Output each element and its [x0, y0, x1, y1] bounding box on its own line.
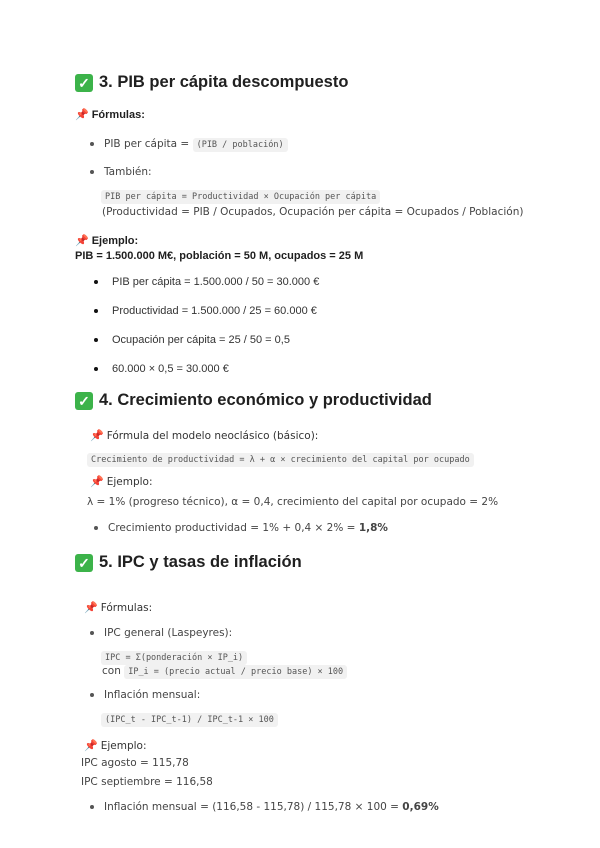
formula-code: (PIB / población): [193, 138, 288, 152]
bullet-icon: [94, 280, 98, 284]
section-4-heading: [75, 391, 432, 410]
formula-label-4: [90, 429, 318, 442]
ejemplo-text: λ = 1% (progreso técnico), α = 0,4, crecimiento del capital por ocupado = 2%: [87, 496, 499, 508]
check-mark-icon: ✓: [75, 554, 93, 572]
formula-item-inflacion: [90, 689, 200, 701]
example-item-text: PIB per cápita = 1.500.000 / 50 = 30.000 €: [112, 276, 320, 288]
formula-label: También:: [104, 166, 152, 178]
formula-code-line: [87, 449, 474, 467]
formulas-label-3: [75, 108, 145, 121]
example-item-text: Inflación mensual = (116,58 - 115,78) / 115,78 × 100 =: [104, 801, 403, 813]
ejemplo-line: IPC septiembre = 116,58: [81, 776, 213, 788]
bullet-icon: [90, 805, 94, 809]
ejemplo-label-text: Ejemplo:: [91, 235, 139, 247]
formula-item-tambien: [90, 166, 152, 178]
pushpin-icon: 📌: [90, 429, 104, 442]
example-item: [94, 276, 319, 288]
check-mark-icon: ✓: [75, 392, 93, 410]
check-mark-icon: ✓: [75, 74, 93, 92]
formula-code-line: [101, 709, 278, 727]
pushpin-icon: 📌: [75, 235, 89, 247]
ejemplo-label-text: Ejemplo:: [100, 740, 147, 752]
formula-code-line: [101, 647, 247, 665]
section-3-title: 3. PIB per cápita descompuesto: [99, 73, 349, 91]
formulas-label-text: Fórmulas:: [91, 109, 145, 121]
example-item-text: Productividad = 1.500.000 / 25 = 60.000 €: [112, 305, 317, 317]
bullet-icon: [94, 367, 98, 371]
bullet-icon: [90, 631, 94, 635]
formula-note: (Productividad = PIB / Ocupados, Ocupación per cápita = Ocupados / Población): [102, 206, 524, 218]
bullet-icon: [90, 142, 94, 146]
bullet-icon: [90, 693, 94, 697]
example-item-text: 60.000 × 0,5 = 30.000 €: [112, 363, 229, 375]
section-4-title: 4. Crecimiento económico y productividad: [99, 391, 432, 409]
pushpin-icon: 📌: [84, 601, 98, 614]
ejemplo-label-text: Ejemplo:: [106, 476, 153, 488]
formulas-label-text: Fórmulas:: [100, 602, 153, 614]
formula-text: con: [102, 665, 125, 677]
ejemplo-label-5: [84, 739, 147, 752]
example-item-result: 1,8%: [358, 522, 388, 534]
example-item-result: 0,69%: [402, 801, 439, 813]
section-5-title: 5. IPC y tasas de inflación: [99, 553, 302, 571]
example-item: [90, 801, 439, 813]
bullet-icon: [94, 309, 98, 313]
formula-code: PIB per cápita = Productividad × Ocupación per cápita: [101, 190, 380, 204]
pushpin-icon: 📌: [75, 109, 89, 121]
formula-code: IPC = Σ(ponderación × IP_i): [101, 651, 247, 665]
formula-label: Inflación mensual:: [104, 689, 201, 701]
example-item: [94, 334, 290, 346]
formula-label: IPC general (Laspeyres):: [104, 627, 233, 639]
example-item-text: Crecimiento productividad = 1% + 0,4 × 2% =: [108, 522, 359, 534]
formulas-label-5: [84, 601, 152, 614]
example-item: [94, 522, 388, 534]
ejemplo-line: IPC agosto = 115,78: [81, 757, 189, 769]
example-item-text: Ocupación per cápita = 25 / 50 = 0,5: [112, 334, 290, 346]
formula-code: Crecimiento de productividad = λ + α × crecimiento del capital por ocupado: [87, 453, 474, 467]
pushpin-icon: 📌: [84, 739, 98, 752]
formula-label-text: Fórmula del modelo neoclásico (básico):: [106, 430, 319, 442]
example-item: [94, 363, 229, 375]
formula-code: IP_i = (precio actual / precio base) × 100: [124, 665, 347, 679]
ejemplo-label-4: [90, 475, 153, 488]
pushpin-icon: 📌: [90, 475, 104, 488]
ejemplo-label-3: [75, 234, 138, 247]
bullet-icon: [94, 338, 98, 342]
formula-code: (IPC_t - IPC_t-1) / IPC_t-1 × 100: [101, 713, 278, 727]
formula-code-line: [101, 186, 380, 204]
ejemplo-data: PIB = 1.500.000 M€, población = 50 M, ocupados = 25 M: [75, 250, 364, 262]
formula-text: PIB per cápita =: [104, 138, 193, 150]
formula-item-ipc: [90, 627, 232, 639]
section-5-heading: [75, 553, 302, 572]
formula-item-pib: [90, 138, 288, 150]
formula-con-line: [102, 665, 347, 677]
section-3-heading: [75, 73, 348, 92]
bullet-icon: [94, 526, 98, 530]
example-item: [94, 305, 317, 317]
bullet-icon: [90, 170, 94, 174]
